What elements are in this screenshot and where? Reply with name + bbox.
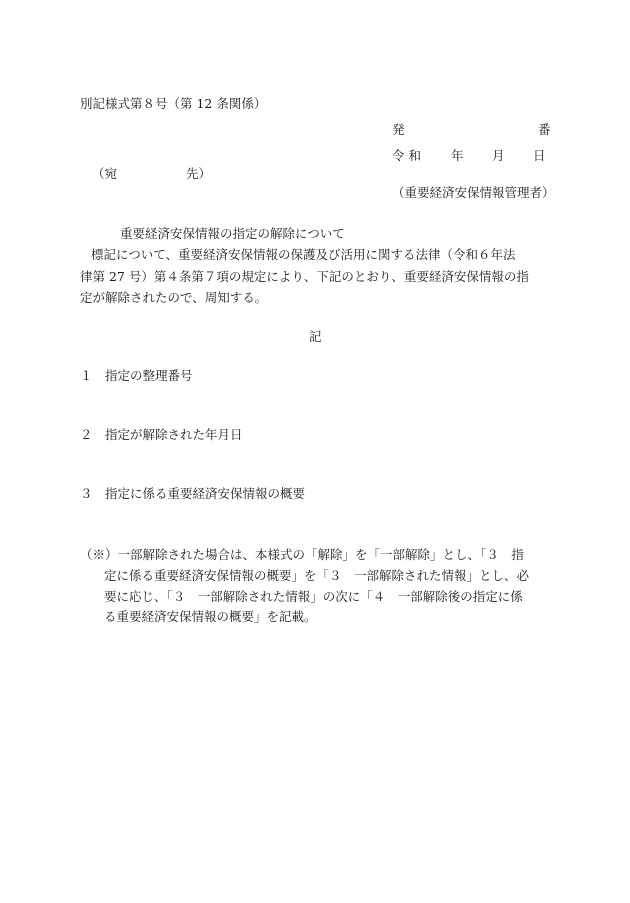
addressee-suffix: 先） bbox=[186, 166, 212, 181]
item-number: ２ bbox=[80, 427, 93, 442]
addressee-label: （宛 bbox=[92, 166, 118, 181]
issue-year: 年 bbox=[451, 148, 464, 163]
issue-ban: 番 bbox=[538, 122, 551, 137]
note-line: 定に係る重要経済安保情報の概要」を「３ 一部解除された情報」とし、必 bbox=[104, 568, 530, 583]
note-line: 要に応じ、「３ 一部解除された情報」の次に「４ 一部解除後の指定に係 bbox=[104, 589, 523, 604]
issue-reiwa: 令 和 bbox=[392, 148, 421, 163]
item-number: ３ bbox=[80, 486, 93, 501]
item-text: 指定に係る重要経済安保情報の概要 bbox=[105, 486, 306, 501]
ki-heading: 記 bbox=[309, 329, 322, 344]
item-text: 指定が解除された年月日 bbox=[105, 427, 243, 442]
issue-day: 日 bbox=[533, 148, 546, 163]
body-line: 標記について、重要経済安保情報の保護及び活用に関する法律（令和６年法 bbox=[91, 247, 516, 262]
note-line: （※）一部解除された場合は、本様式の「解除」を「一部解除」とし、「３ 指 bbox=[80, 547, 524, 562]
body-line: 律第 27 号）第４条第７項の規定により、下記のとおり、重要経済安保情報の指 bbox=[80, 269, 529, 284]
form-label: 別記様式第８号（第 12 条関係） bbox=[80, 96, 267, 111]
item-number: １ bbox=[80, 368, 93, 383]
body-line: 定が解除されたので、周知する。 bbox=[80, 290, 268, 305]
subject-heading: 重要経済安保情報の指定の解除について bbox=[120, 226, 345, 241]
issue-hatsu: 発 bbox=[392, 122, 405, 137]
sender-title: （重要経済安保情報管理者） bbox=[392, 185, 555, 200]
issue-month: 月 bbox=[492, 148, 505, 163]
item-text: 指定の整理番号 bbox=[105, 368, 193, 383]
note-line: る重要経済安保情報の概要」を記載。 bbox=[104, 609, 317, 624]
